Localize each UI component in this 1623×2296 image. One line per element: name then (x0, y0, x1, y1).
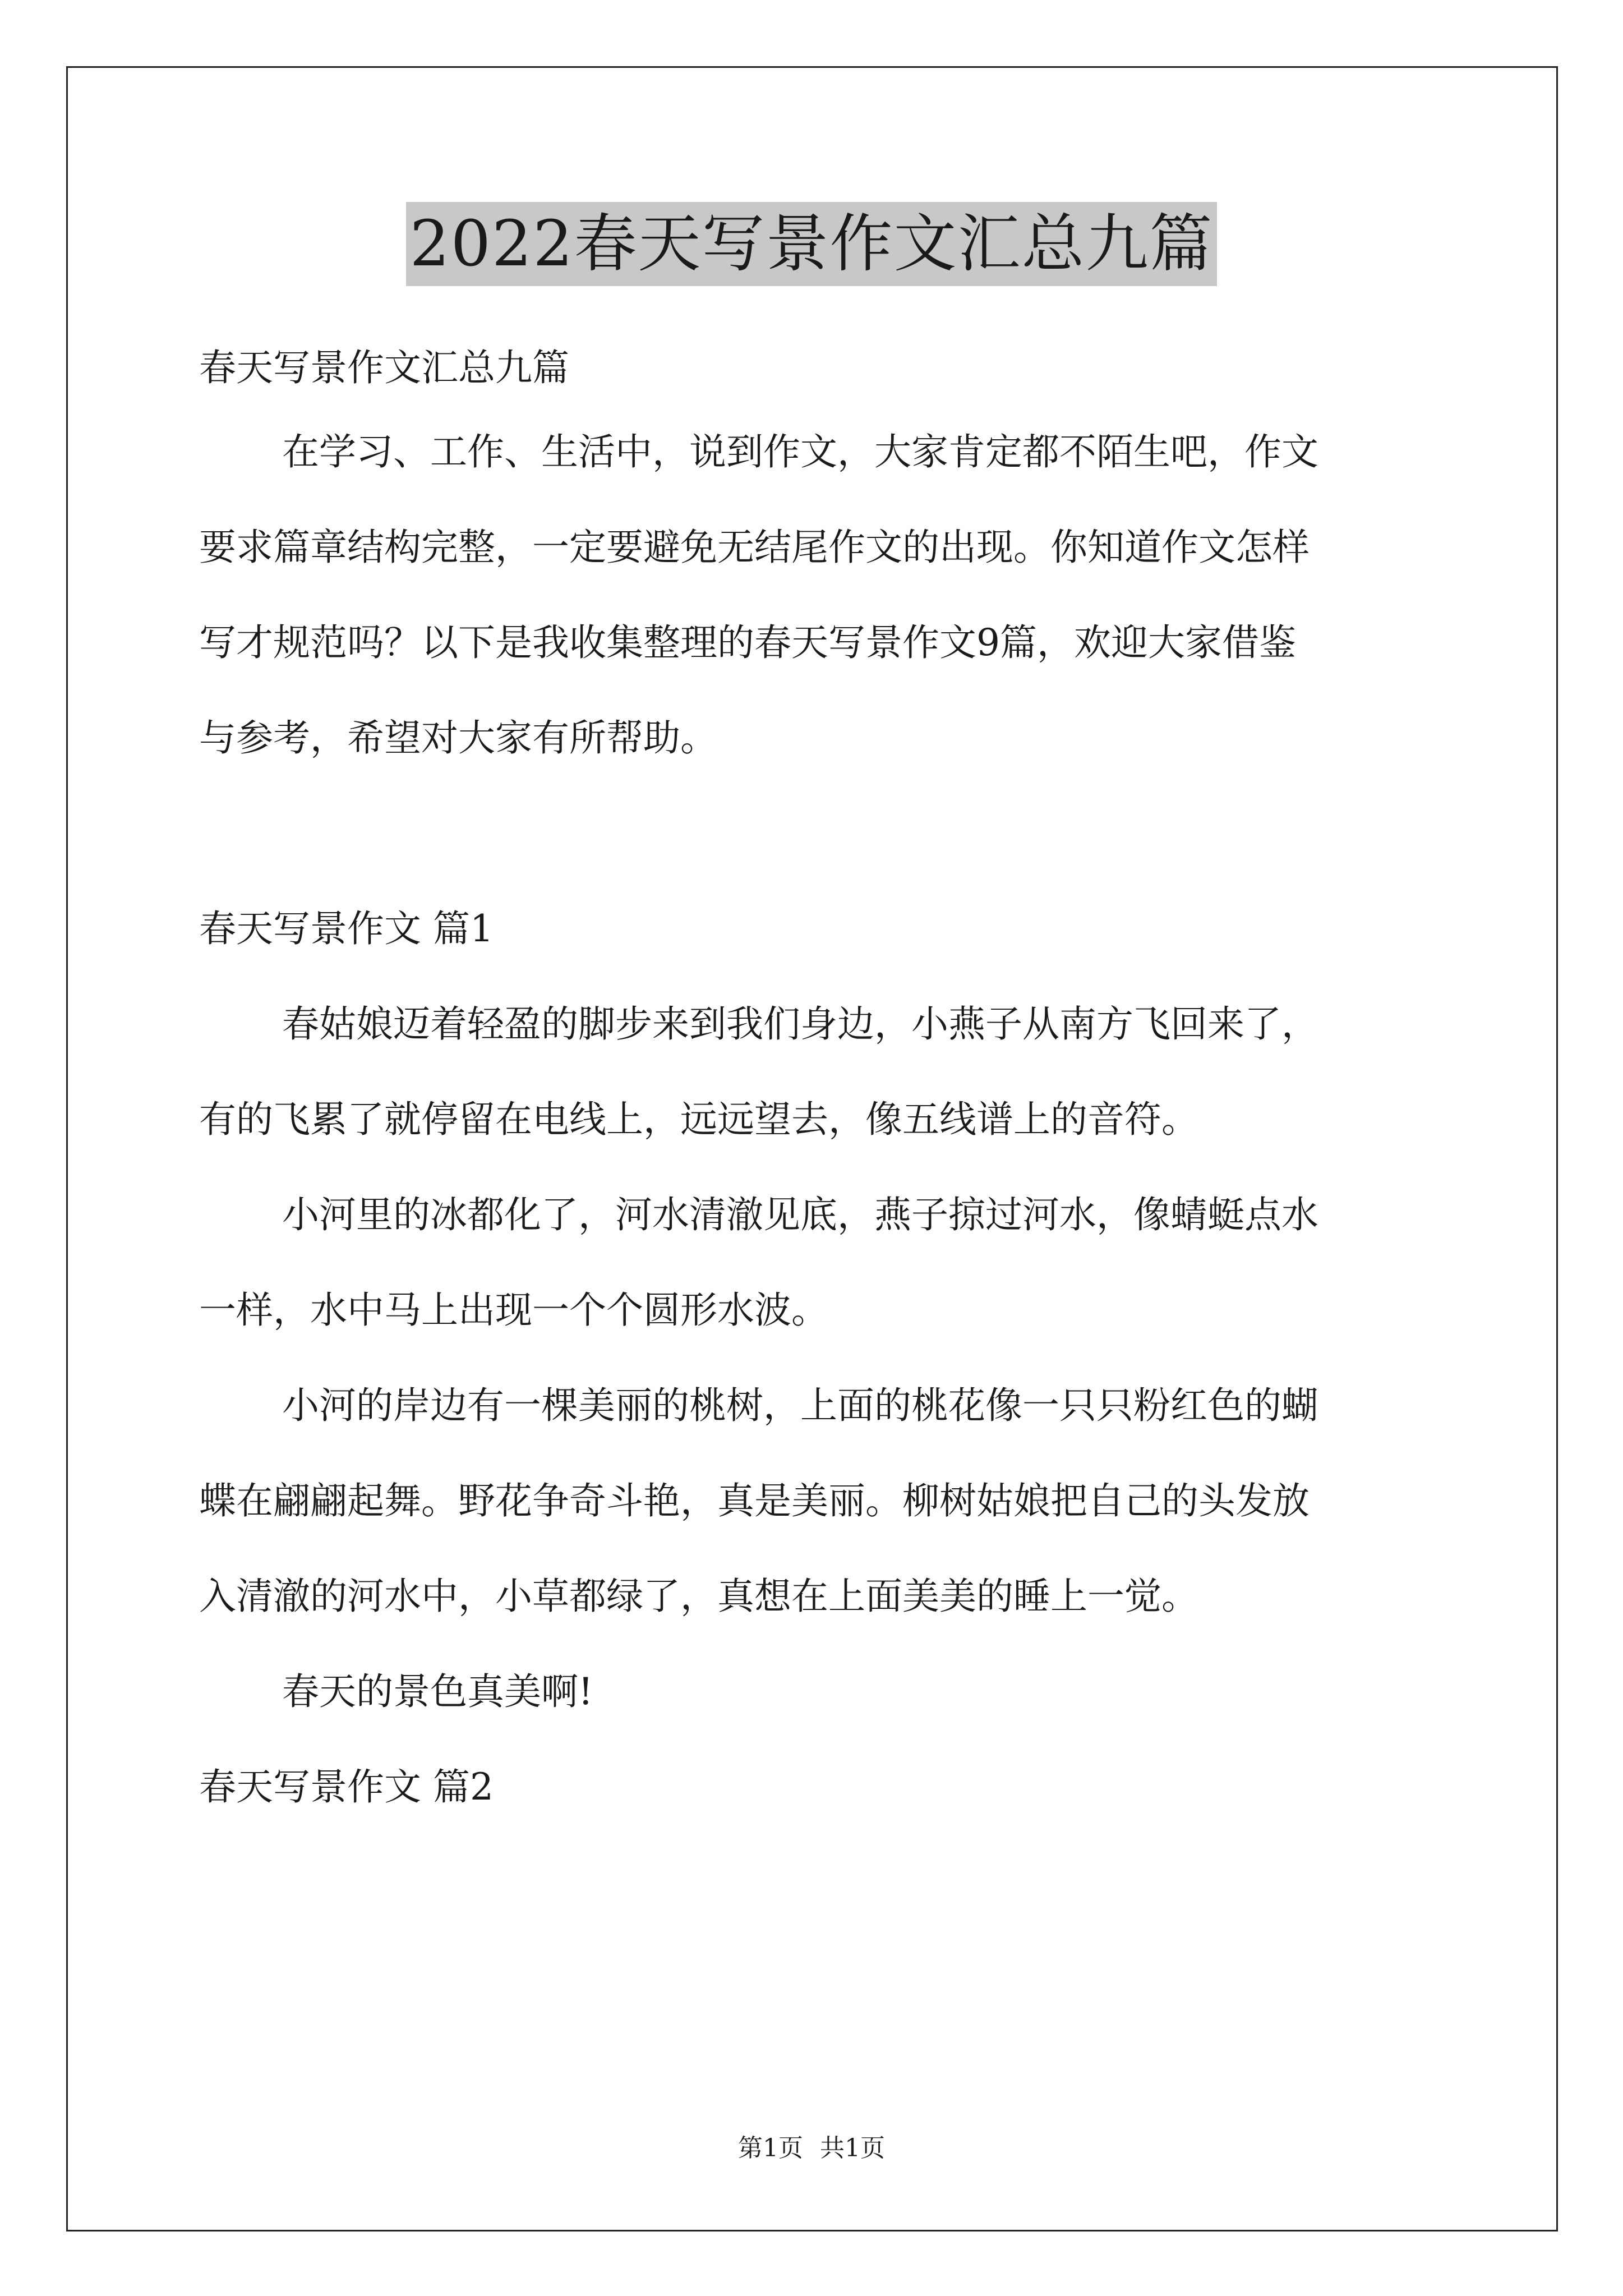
document-title: 2022春天写景作文汇总九篇 (406, 202, 1216, 286)
page-number: 第1页 (738, 2134, 803, 2162)
page-footer (0, 2132, 1623, 2165)
essay1-paragraph-4: 春天的景色真美啊! (282, 1670, 593, 1713)
subtitle: 春天写景作文汇总九篇 (199, 346, 569, 389)
body-line: 一样，水中马上出现一个个圆形水波。 (199, 1289, 828, 1332)
body-line: 入清澈的河水中，小草都绿了，真想在上面美美的睡上一觉。 (199, 1575, 1198, 1618)
body-line: 小河的岸边有一棵美丽的桃树，上面的桃花像一只只粉红色的蝴 (282, 1384, 1318, 1427)
essay1-paragraph-2 (199, 1189, 1430, 1336)
intro-line: 要求篇章结构完整，一定要避免无结尾作文的出现。你知道作文怎样 (199, 526, 1310, 569)
essay-heading: 春天写景作文 篇2 (199, 1765, 494, 1809)
intro-line: 写才规范吗？以下是我收集整理的春天写景作文9篇，欢迎大家借鉴 (199, 621, 1296, 664)
essay1-paragraph-3 (199, 1380, 1430, 1622)
intro-paragraph (199, 426, 1430, 763)
body-line: 春姑娘迈着轻盈的脚步来到我们身边，小燕子从南方飞回来了， (282, 1002, 1318, 1046)
intro-line: 与参考，希望对大家有所帮助。 (199, 716, 717, 760)
essay1-paragraph-1 (199, 999, 1430, 1145)
body-line: 有的飞累了就停留在电线上，远远望去，像五线谱上的音符。 (199, 1098, 1198, 1141)
page-total: 共1页 (820, 2134, 885, 2162)
body-line: 蝶在翩翩起舞。野花争奇斗艳，真是美丽。柳树姑娘把自己的头发放 (199, 1479, 1310, 1522)
intro-line: 在学习、工作、生活中，说到作文，大家肯定都不陌生吧，作文 (282, 430, 1318, 473)
essay-heading: 春天写景作文 篇1 (199, 907, 494, 950)
document-body (199, 314, 1430, 1812)
body-line: 小河里的冰都化了，河水清澈见底，燕子掠过河水，像蜻蜓点水 (282, 1193, 1318, 1236)
title-container (0, 202, 1623, 286)
